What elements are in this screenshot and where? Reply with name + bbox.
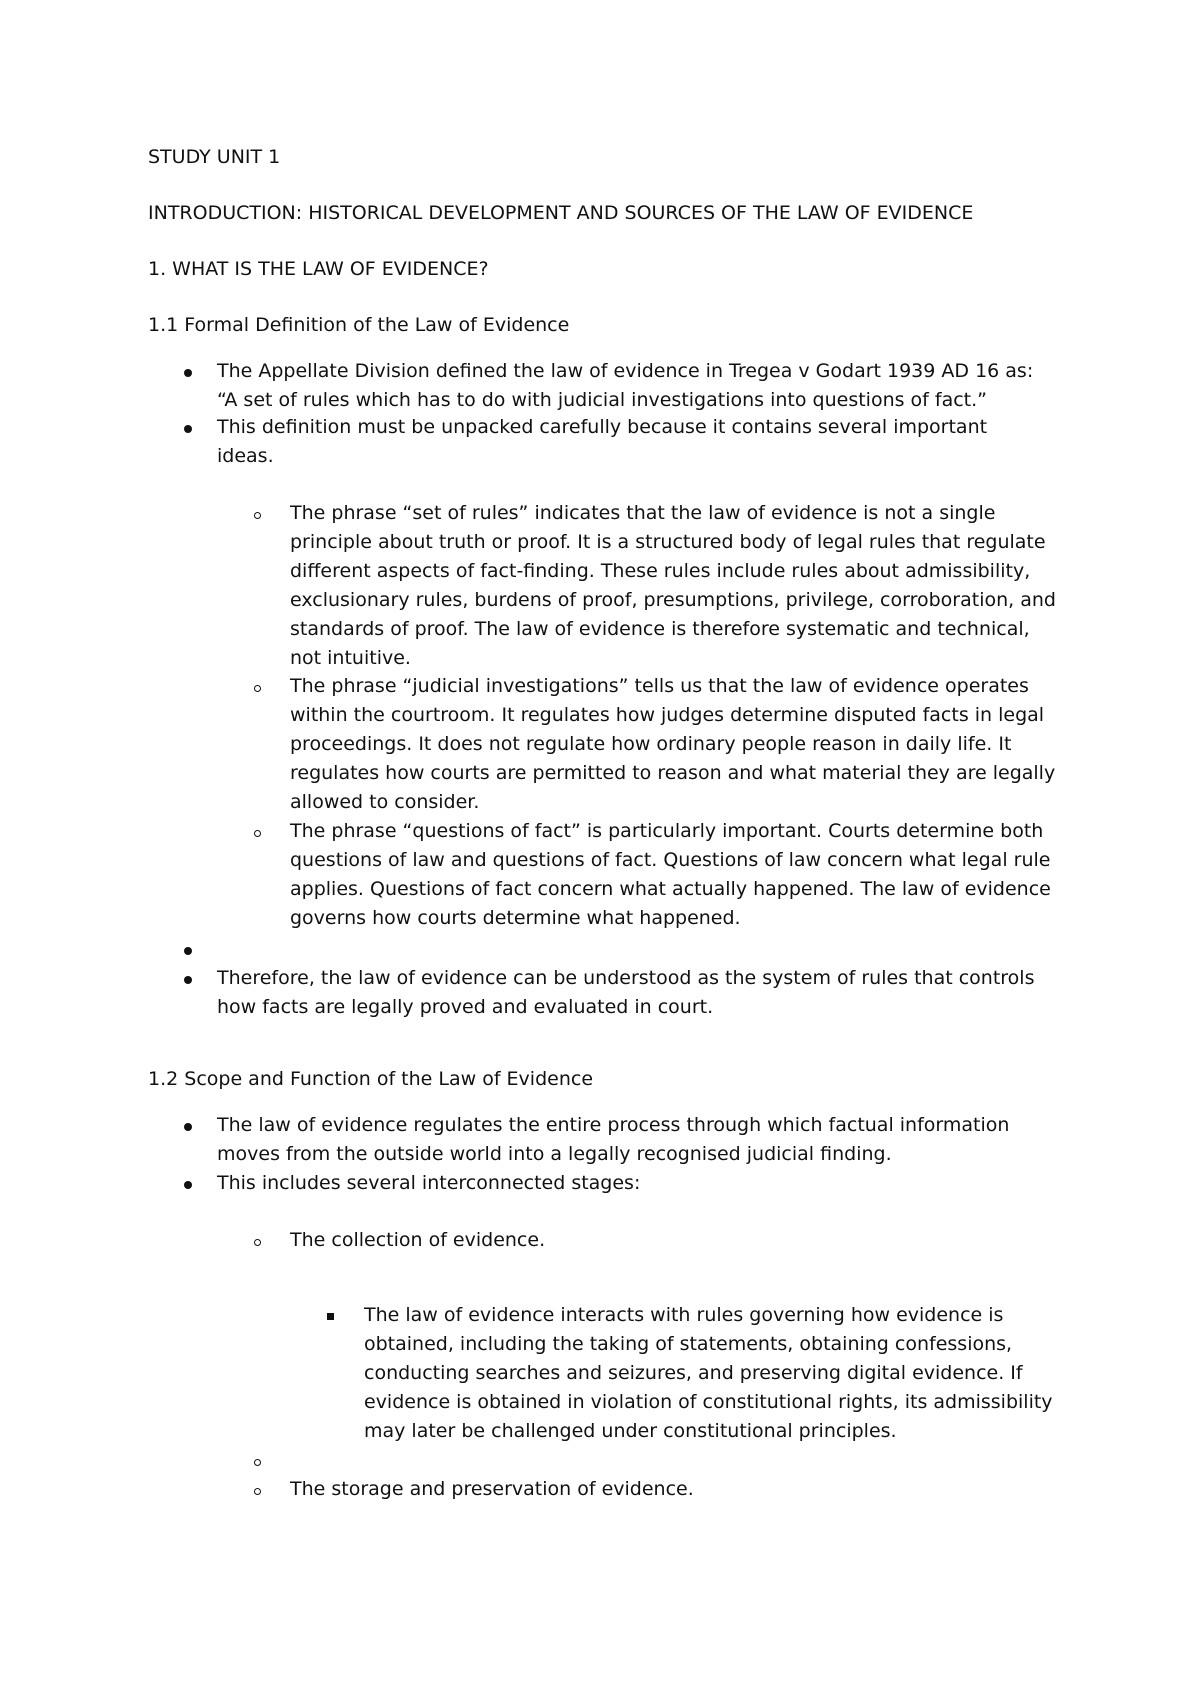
section-1-1-heading: 1.1 Formal Definition of the Law of Evidence (148, 314, 570, 336)
bullet-square (327, 1313, 334, 1320)
section-1-heading: 1. WHAT IS THE LAW OF EVIDENCE? (148, 258, 489, 280)
s11-bullet-4: Therefore, the law of evidence can be understood as the system of rules that controls how facts are legally proved and evaluated in court. (217, 967, 1035, 1018)
bullet-disc (184, 976, 192, 984)
s12-bullet-2: This includes several interconnected stages: (217, 1172, 641, 1194)
bullet-circle (254, 830, 261, 837)
bullet-disc (184, 947, 192, 955)
bullet-circle (254, 512, 261, 519)
bullet-circle (254, 685, 261, 692)
bullet-disc (184, 1123, 192, 1131)
s12-sub-1: The collection of evidence. (290, 1229, 546, 1251)
document-title: INTRODUCTION: HISTORICAL DEVELOPMENT AND SOURCES OF THE LAW OF EVIDENCE (148, 202, 974, 224)
bullet-disc (184, 1181, 192, 1189)
s11-sub-1: The phrase “set of rules” indicates that the law of evidence is not a single principle about truth or proof. It is a structured body of legal rules that regulate different aspects of fact-finding. These rules include rules about admissibility, exclusionary rules, burdens of proof, presumptions, privilege, corroboration, and standards of proof. The law of evidence is therefore systematic and technical, not intuitive. (290, 502, 1056, 669)
bullet-disc (184, 425, 192, 433)
s11-bullet-1: The Appellate Division defined the law of evidence in Tregea v Godart 1939 AD 16 as: “A set of rules which has to do with judicial investigations into questions of fact.” (217, 360, 1034, 411)
bullet-circle (254, 1459, 261, 1466)
s11-sub-2: The phrase “judicial investigations” tells us that the law of evidence operates within the courtroom. It regulates how judges determine disputed facts in legal proceedings. It does not regulate how ordinary people reason in daily life. It regulates how courts are permitted to reason and what material they are legally allowed to consider. (290, 675, 1056, 813)
s12-sub-3: The storage and preservation of evidence. (290, 1478, 694, 1500)
s12-subsub-1: The law of evidence interacts with rules governing how evidence is obtained, including the taking of statements, obtaining confessions, conducting searches and seizures, and preserving digital evidence. If evidence is obtained in violation of constitutional rights, its admissibility may later be challenged under constitutional principles. (364, 1304, 1053, 1442)
bullet-circle (254, 1488, 261, 1495)
bullet-circle (254, 1239, 261, 1246)
section-1-2-heading: 1.2 Scope and Function of the Law of Evidence (148, 1068, 594, 1090)
s11-sub-3: The phrase “questions of fact” is particularly important. Courts determine both questions of law and questions of fact. Questions of law concern what legal rule applies. Questions of fact concern what actually happened. The law of evidence governs how courts determine what happened. (290, 820, 1051, 929)
s12-bullet-1: The law of evidence regulates the entire process through which factual information moves from the outside world into a legally recognised judicial finding. (217, 1114, 1010, 1165)
s11-bullet-2: This definition must be unpacked carefully because it contains several important ideas. (217, 416, 988, 467)
study-unit-heading: STUDY UNIT 1 (148, 146, 281, 168)
bullet-disc (184, 369, 192, 377)
